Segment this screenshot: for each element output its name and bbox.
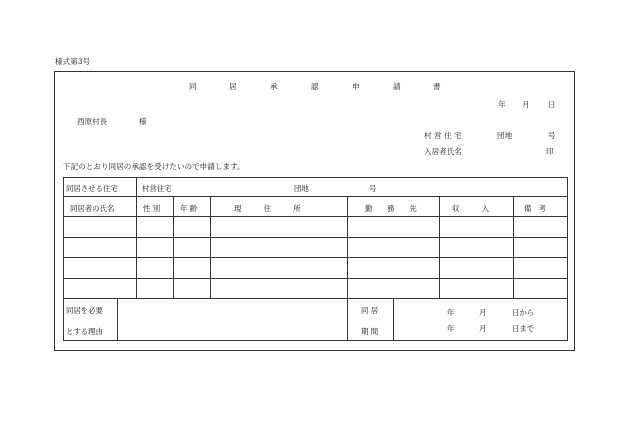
- header-age: 年 齢: [180, 204, 198, 213]
- residence-label: 同居させる住宅: [66, 184, 118, 193]
- title-char: 請: [393, 82, 401, 91]
- date-month-label: 月: [522, 100, 530, 109]
- applicant-resident-name-label: 入居者氏名: [424, 147, 462, 156]
- applicant-housing-label: 村 営 住 宅: [424, 131, 462, 140]
- title-char: 承: [270, 82, 278, 91]
- header-income: 収 入: [452, 204, 489, 213]
- addressee-village-chief: 西原村長: [77, 117, 108, 126]
- header-address: 現 住 所: [234, 204, 301, 213]
- title-char: 居: [229, 82, 237, 91]
- reason-label-line1: 同居を必要: [66, 306, 103, 315]
- applicant-number-label: 号: [548, 131, 556, 140]
- title-char: 同: [189, 82, 197, 91]
- period-label-line1: 同 居: [361, 306, 379, 315]
- date-year-label: 年: [498, 100, 506, 109]
- residence-housing: 村営住宅: [142, 184, 172, 193]
- period-to-day: 日まで: [512, 324, 535, 333]
- header-sex: 性 別: [143, 204, 161, 213]
- reason-label-line2: とする理由: [66, 327, 103, 336]
- title-char: 申: [352, 82, 360, 91]
- period-from-day: 日から: [512, 308, 535, 317]
- header-name: 同居者の氏名: [70, 204, 115, 213]
- title-char: 認: [311, 82, 319, 91]
- addressee-honorific: 様: [139, 117, 147, 126]
- header-workplace: 勤 務 先: [365, 204, 417, 213]
- form-number: 様式第3号: [55, 57, 91, 66]
- title-char: 書: [433, 82, 441, 91]
- residence-complex: 団地: [294, 184, 309, 193]
- date-day-label: 日: [548, 100, 556, 109]
- header-remarks: 備 考: [524, 204, 547, 213]
- period-to-month: 月: [479, 324, 487, 333]
- period-from-month: 月: [479, 308, 487, 317]
- intro-text: 下記のとおり同居の承認を受けたいので申請します。: [63, 162, 245, 171]
- period-from-year: 年: [447, 308, 455, 317]
- applicant-complex-label: 団地: [497, 131, 513, 140]
- period-to-year: 年: [447, 324, 455, 333]
- applicant-seal: 印: [546, 147, 554, 156]
- period-label-line2: 期 間: [361, 327, 379, 336]
- residence-number: 号: [369, 184, 377, 193]
